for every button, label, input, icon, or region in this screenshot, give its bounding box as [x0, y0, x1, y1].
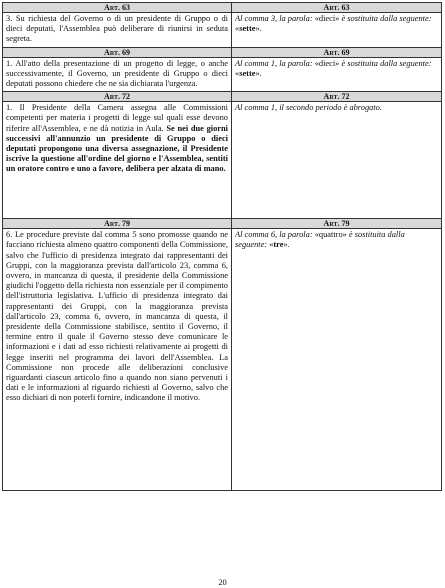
article-header-row — [3, 219, 442, 229]
amendment-text-right-new-open: « — [269, 240, 274, 250]
amendment-article-heading: Art. 79 — [232, 219, 442, 229]
modified-text: Se nei due giorni successivi all'annunzio un presidente di Gruppo o dieci deputati propongono una diversa assegnazione, il Presidente iscrive la questione all'ordine del giorno e l'Assemblea, sentiti un oratore contro e uno a favore, delibera per alzata di mano. — [6, 123, 228, 174]
amendment-text-right-new: tre — [273, 240, 284, 250]
current-text: 1. All'atto della presentazione di un progetto di legge, o anche successivamente, il Governo, un presidente di Gruppo o dieci deputati possono chiedere che ne sia dichiarata l'urgenza. — [6, 58, 228, 89]
current-text-cell — [3, 13, 232, 48]
article-header-row — [3, 92, 442, 102]
article-body-row — [3, 57, 442, 92]
amendment-text-right-new: sette — [239, 24, 256, 34]
amendment-text-right-new-open: « — [235, 68, 240, 78]
current-text-cell — [3, 102, 232, 219]
current-text-cell — [3, 229, 232, 491]
current-text: 3. Su richiesta del Governo o di un presidente di Gruppo o di dieci deputati, l'Assemblea può deliberare di riunirsi in seduta segreta. — [6, 14, 228, 44]
amendment-text-right-new-open: « — [235, 24, 240, 34]
amendment-text-right-pre: Al comma 6, la parola: — [235, 230, 315, 240]
amendment-text-right-mid: è sostituita dalla seguente: — [339, 14, 432, 23]
current-text: 1. Il Presidente della Camera assegna alle Commissioni competenti per materia i progetti di legge sul quali esse devono riferire all'Assemblea, e ne dà notizia in Aula. — [6, 103, 228, 133]
amendment-text-right-pre: Al comma 1, il secondo periodo è abrogato. — [235, 103, 382, 113]
amendment-cell — [232, 102, 442, 219]
amendment-text-right-old: «dieci» — [314, 14, 340, 23]
amendment-text-right-pre: Al comma 3, la parola: — [235, 14, 315, 23]
amendment-cell — [232, 13, 442, 48]
comparison-table — [2, 2, 442, 491]
amendment-article-heading: Art. 72 — [232, 92, 442, 102]
amendment-text-right-new-close: ». — [255, 24, 262, 34]
amendment-text-right-old: «quattro» — [314, 230, 347, 240]
article-body-row — [3, 229, 442, 491]
amendment-text-right-new-close: ». — [283, 240, 290, 250]
amendment-cell — [232, 229, 442, 491]
current-text-article-heading: Art. 72 — [3, 92, 232, 102]
page-number: 20 — [218, 578, 227, 587]
amendment-text-right-old: «dieci» — [314, 58, 340, 68]
amendment-article-heading: Art. 69 — [232, 47, 442, 57]
amendment-text-right-mid: è sostituita dalla seguente: — [235, 230, 405, 250]
amendment-text-right-mid: è sostituita dalla seguente: — [339, 58, 432, 68]
article-header-row — [3, 47, 442, 57]
amendment-text-right-new: sette — [239, 68, 256, 78]
current-text: 6. Le procedure previste dal comma 5 sono promosse quando ne facciano richiesta almeno quattro componenti della Commissione, salvo che l'ufficio di presidenza integrato dai rappresentanti dei Gruppi, con la maggioranza prevista dall'articolo 23, comma 6, ovvero, in mancanza di questa, il presidente della Commissione giudichi l'oggetto della richiesta non essenziale per il compimento dell'istruttoria legislativa. L'ufficio di presidenza integrato dai rappresentanti dei Gruppi, con la maggioranza prevista dall'articolo 23, comma 6, ovvero, in mancanza di questa, il presidente della Commissione stabilisce, sentito il Governo, il termine entro il quale il Governo stesso deve comunicare le informazioni e i dati ad esso richiesti relativamente ai progetti di legge inseriti nel programma dei lavori dell'Assemblea. La Commissione non procede alle deliberazioni conclusive riguardanti ciascun articolo fino a quando non siano pervenuti i dati e le informazioni al riguardo richiesti al Governo, salvo che esso dichiari di non poterli fornire, indicandone il motivo. — [6, 230, 228, 403]
article-header-row — [3, 3, 442, 13]
current-text-article-heading: Art. 79 — [3, 219, 232, 229]
amendment-text-right-pre: Al comma 1, la parola: — [235, 58, 315, 68]
current-text-article-heading: Art. 63 — [3, 3, 232, 13]
amendment-article-heading: Art. 63 — [232, 3, 442, 13]
article-body-row — [3, 13, 442, 48]
amendment-text-right-new-close: ». — [255, 68, 262, 78]
article-body-row — [3, 102, 442, 219]
amendment-cell — [232, 57, 442, 92]
current-text-cell — [3, 57, 232, 92]
current-text-article-heading: Art. 69 — [3, 47, 232, 57]
